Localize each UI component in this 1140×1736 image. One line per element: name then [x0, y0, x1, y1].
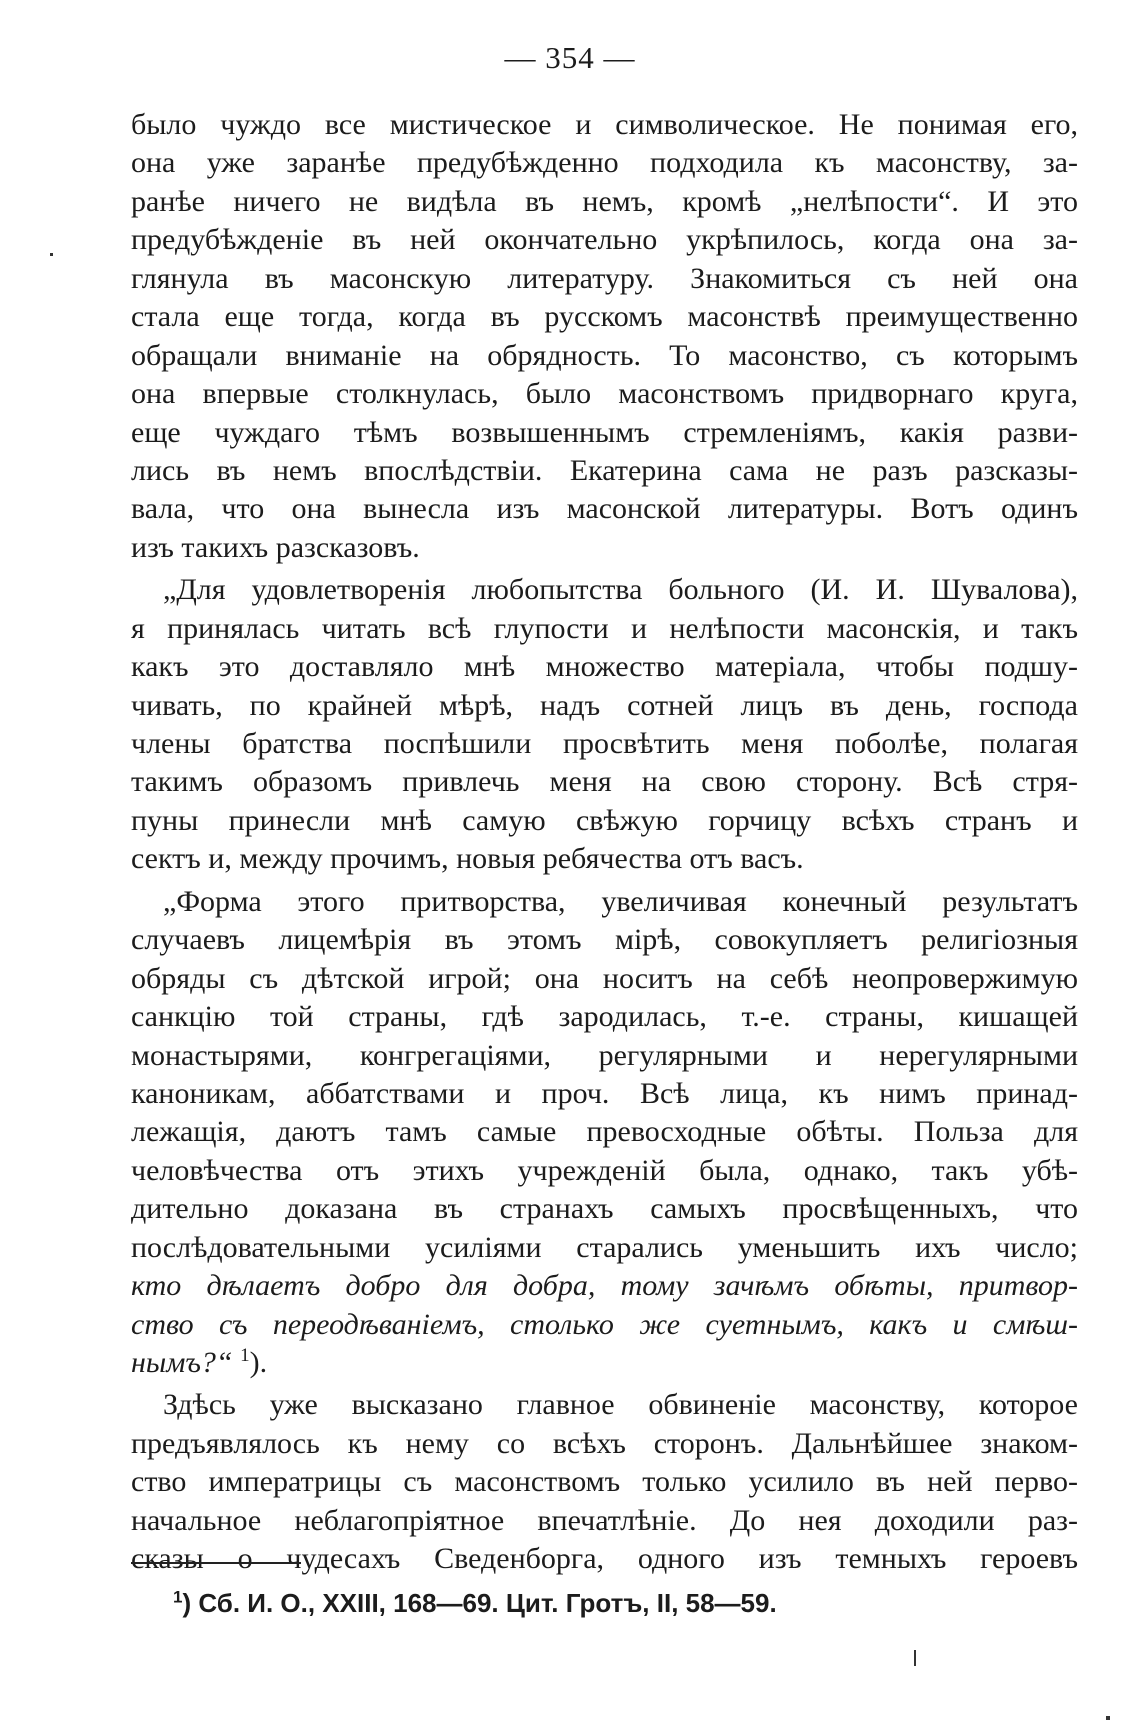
text-line: санкцію той страны, гдѣ зародилась, т.-е. страны, кишащей: [131, 1000, 1078, 1034]
text-line: вала, что она вынесла изъ масонской литературы. Вотъ одинъ: [131, 492, 1078, 526]
paragraph: [131, 106, 1078, 567]
text-line: ранѣе ничего не видѣла въ немъ, кромѣ „нелѣпости“. И это: [131, 184, 1078, 218]
text-line: сказы о чудесахъ Сведенборга, одного изъ темныхъ героевъ: [131, 1542, 1078, 1576]
text-line: послѣдовательными усиліями старались уменьшить ихъ число;: [131, 1230, 1078, 1264]
text-line: такимъ образомъ привлечь меня на свою сторону. Всѣ стря-: [131, 765, 1078, 799]
body-text: [131, 106, 1078, 1579]
text-line: лись въ немъ впослѣдствіи. Екатерина сама не разъ разсказы-: [131, 453, 1078, 487]
text-line: сектъ и, между прочимъ, новыя ребячества отъ васъ.: [131, 842, 804, 876]
text-line: стала еще тогда, когда въ русскомъ масонствѣ преимущественно: [131, 300, 1078, 334]
text-line: дительно доказана въ странахъ самыхъ просвѣщенныхъ, что: [131, 1192, 1078, 1226]
page-number: — 354 —: [504, 40, 636, 75]
paragraph: [131, 1386, 1078, 1578]
paragraph: [131, 883, 1078, 1383]
text-line: обряды съ дѣтской игрой; она носитъ на себѣ неопровержимую: [131, 961, 1078, 995]
text-line: каноникам, аббатствами и проч. Всѣ лица, къ нимъ принад-: [131, 1076, 1078, 1110]
text-line: какъ это доставляло мнѣ множество матеріала, чтобы подшу-: [131, 650, 1078, 684]
italic-text-line: кто дѣлаетъ добро для добра, тому зачѣмъ обѣты, притвор-: [131, 1269, 1078, 1303]
scan-speck: [1106, 1716, 1110, 1720]
footnote-divider: [131, 1562, 301, 1564]
closing-tail-text: ).: [249, 1346, 268, 1379]
text-line: предубѣжденіе въ ней окончательно укрѣпилось, когда она за-: [131, 223, 1078, 257]
footnote: [173, 1586, 777, 1620]
text-line: „Для удовлетворенія любопытства больного (И. И. Шувалова),: [163, 573, 1078, 607]
footnote-mark: 1: [173, 1587, 183, 1607]
scan-speck: [914, 1650, 916, 1666]
text-line: члены братства поспѣшили просвѣтить меня поболѣе, полагая: [131, 727, 1078, 760]
text-line: изъ такихъ разсказовъ.: [131, 530, 420, 564]
text-line: „Форма этого притворства, увеличивая конечный результатъ: [163, 884, 1078, 918]
text-line: она впервые столкнулась, было масонствомъ придворнаго круга,: [131, 377, 1078, 411]
text-line: еще чуждаго тѣмъ возвышеннымъ стремленіямъ, какія разви-: [131, 415, 1078, 449]
text-line: монастырями, конгрегаціями, регулярными и нерегулярными: [131, 1038, 1078, 1072]
paragraph: [131, 571, 1078, 879]
text-line: пуны принесли мнѣ самую свѣжую горчицу всѣхъ странъ и: [131, 803, 1078, 837]
closing-italic-text: нымъ?“: [131, 1346, 233, 1379]
text-line: ство императрицы съ масонствомъ только усилило въ ней перво-: [131, 1465, 1078, 1499]
text-line: предъявлялось къ нему со всѣхъ сторонъ. Дальнѣйшее знаком-: [131, 1426, 1078, 1460]
text-line: обращали вниманіе на обрядность. То масонство, съ которымъ: [131, 338, 1078, 372]
text-line: случаевъ лицемѣрія въ этомъ мірѣ, совокупляетъ религіозныя: [131, 923, 1078, 957]
text-line: лежащія, даютъ тамъ самые превосходные обѣты. Польза для: [131, 1115, 1078, 1149]
text-line: глянула въ масонскую литературу. Знакомиться съ ней она: [131, 261, 1078, 295]
footnote-reference[interactable]: 1: [240, 1345, 250, 1366]
text-line: чивать, по крайней мѣрѣ, надъ сотней лицъ въ день, господа: [131, 688, 1078, 722]
scan-speck: [50, 253, 53, 256]
italic-text-line: ство съ переодѣваніемъ, столько же суетнымъ, какъ и смѣш-: [131, 1307, 1078, 1341]
text-line: я принялась читать всѣ глупости и нелѣпости масонскія, и такъ: [131, 611, 1078, 645]
text-line: человѣчества отъ этихъ учрежденій была, однако, такъ убѣ-: [131, 1153, 1078, 1187]
text-line: было чуждо все мистическое и символическое. Не понимая его,: [131, 108, 1078, 141]
closing-quote-line: [131, 1344, 1078, 1382]
text-line: Здѣсь уже высказано главное обвиненіе масонству, которое: [163, 1388, 1078, 1422]
text-line: начальное неблагопріятное впечатлѣніе. До нея доходили раз-: [131, 1503, 1078, 1537]
footnote-text: ) Сб. И. О., XXIII, 168—69. Цит. Гротъ, II, 58—59.: [182, 1588, 777, 1618]
text-line: она уже заранѣе предубѣжденно подходила къ масонству, за-: [131, 146, 1078, 180]
